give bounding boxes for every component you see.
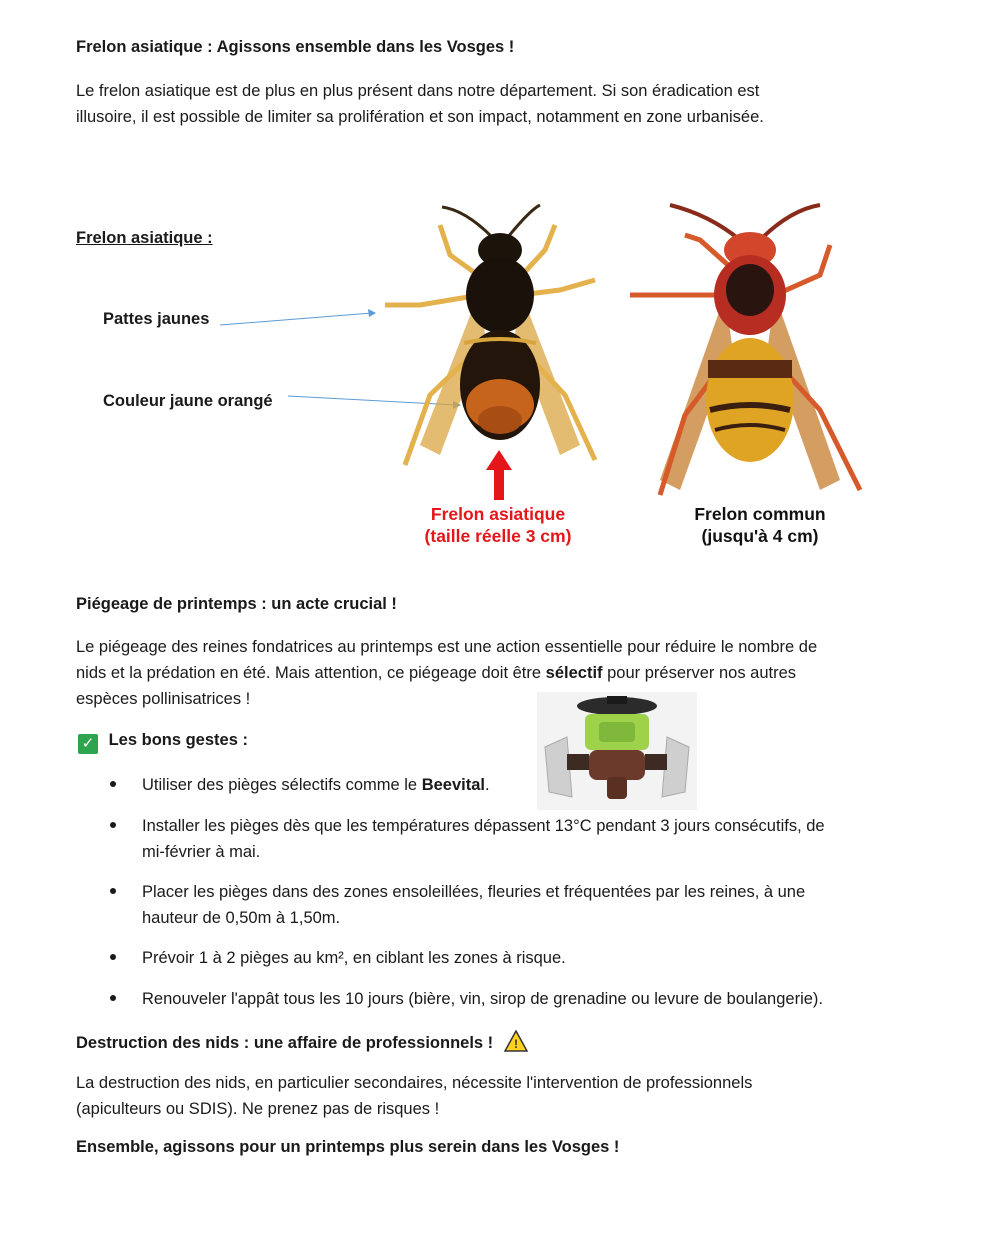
trapping-line-2-start: nids et la prédation en été. Mais attention, ce piégeage doit être — [76, 664, 546, 682]
trapping-heading: Piégeage de printemps : un acte crucial ! — [76, 595, 397, 613]
good-practices-list — [110, 772, 910, 1022]
nests-heading-text: Destruction des nids : une affaire de professionnels ! — [76, 1034, 494, 1052]
label-legs: Pattes jaunes — [103, 310, 210, 328]
nests-heading — [76, 1030, 528, 1053]
trapping-line-2-end: pour préserver nos autres — [602, 664, 797, 682]
bullet-dot — [110, 822, 116, 828]
label-color: Couleur jaune orangé — [103, 392, 273, 410]
bullet-dot — [110, 888, 116, 894]
caption-common — [660, 503, 860, 547]
bullet-1-end: . — [484, 776, 490, 794]
trapping-line-2 — [76, 660, 916, 686]
check-icon: ✓ — [78, 734, 98, 754]
closing-statement: Ensemble, agissons pour un printemps plus serein dans les Vosges ! — [76, 1138, 620, 1156]
red-arrow-icon — [486, 450, 512, 500]
bullet-3-line-1: Placer les pièges dans des zones ensoleillées, fleuries et fréquentées par les reines, à une — [142, 883, 806, 901]
warning-icon — [504, 1030, 528, 1052]
bullet-2-line-2: mi-février à mai. — [142, 843, 261, 861]
caption-common-name: Frelon commun — [694, 504, 826, 524]
caption-asian — [398, 503, 598, 547]
figure-heading: Frelon asiatique : — [76, 229, 213, 247]
bullet-text — [142, 879, 805, 931]
bullet-text — [142, 772, 490, 798]
bullet-text: Renouveler l'appât tous les 10 jours (bière, vin, sirop de grenadine ou levure de boulangerie). — [142, 990, 823, 1008]
bullet-text: Prévoir 1 à 2 pièges au km², en ciblant les zones à risque. — [142, 949, 566, 967]
bullet-3-line-2: hauteur de 0,50m à 1,50m. — [142, 909, 341, 927]
caption-common-size: (jusqu'à 4 cm) — [701, 526, 819, 546]
caption-asian-size: (taille réelle 3 cm) — [424, 526, 572, 546]
nests-paragraph — [76, 1070, 911, 1122]
page-title: Frelon asiatique : Agissons ensemble dans les Vosges ! — [76, 38, 515, 56]
bullet-2-line-1: Installer les pièges dès que les températures dépassent 13°C pendant 3 jours consécutifs, de — [142, 817, 825, 835]
trapping-line-1: Le piégeage des reines fondatrices au printemps est une action essentielle pour réduire le nombre de — [76, 638, 818, 656]
bullet-dot — [110, 954, 116, 960]
selective-emphasis: sélectif — [545, 664, 603, 682]
bullet-dot — [110, 995, 116, 1001]
good-practices-heading — [78, 731, 248, 754]
bullet-text — [142, 813, 825, 865]
nests-line-1: La destruction des nids, en particulier secondaires, nécessite l'intervention de professionnels — [76, 1074, 753, 1092]
good-practices-label: Les bons gestes : — [108, 731, 248, 749]
caption-asian-name: Frelon asiatique — [430, 504, 566, 524]
nests-line-2: (apiculteurs ou SDIS). Ne prenez pas de risques ! — [76, 1100, 440, 1118]
trapping-paragraph — [76, 634, 916, 712]
warning-mark: ! — [513, 1037, 518, 1051]
common-hornet-image — [630, 195, 870, 505]
intro-line-1: Le frelon asiatique est de plus en plus présent dans notre département. Si son éradication est — [76, 82, 760, 100]
bullet-1-start: Utiliser des pièges sélectifs comme le — [142, 776, 422, 794]
intro-line-2: illusoire, il est possible de limiter sa prolifération et son impact, notamment en zone urbanisée. — [76, 108, 764, 126]
trapping-line-3: espèces pollinisatrices ! — [76, 690, 251, 708]
bullet-dot — [110, 781, 116, 787]
beevital-emphasis: Beevital — [421, 776, 485, 794]
